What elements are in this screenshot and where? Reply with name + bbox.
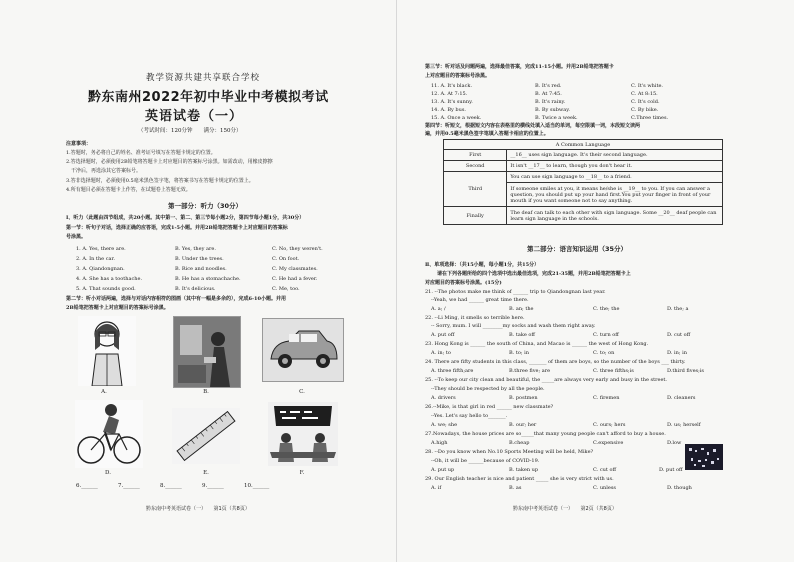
picture-label-a: A. bbox=[101, 389, 107, 395]
table-row-label: Third bbox=[444, 172, 507, 207]
question-22-stem: 22. --Li Ming, it smells so terrible here. bbox=[425, 315, 525, 321]
question-26-option-d: D. us; herself bbox=[667, 422, 701, 428]
question-11-option-a: 11. A. It's black. bbox=[431, 83, 473, 89]
question-4-option-b: B. He has a stomachache. bbox=[175, 276, 241, 282]
answer-blank-10: 10.______ bbox=[244, 483, 270, 489]
question-27-option-a: A.high bbox=[431, 440, 448, 446]
question-1-option-b: B. Yes, they are. bbox=[175, 246, 216, 252]
blank-number: 10. bbox=[244, 483, 253, 489]
question-29-stem: 29. Our English teacher is nice and patient _____ she is very strict with us. bbox=[425, 476, 614, 482]
question-2-option-b: B. Under the trees. bbox=[175, 256, 224, 262]
question-3-option-a: 3. A. Qiandongnan. bbox=[76, 266, 125, 272]
question-21-option-b: B. an; the bbox=[509, 306, 534, 312]
question-29-option-b: B. as bbox=[509, 485, 522, 491]
question-13-option-c: C. It's cold. bbox=[631, 99, 660, 105]
question-24-option-d: D.third fives;is bbox=[667, 368, 704, 374]
section1-instructions: 第一节：听句子对话，选择正确的应答语，完成1-5小题。并用2B铅笔把答题卡上对应题目的答案标 bbox=[66, 225, 288, 231]
table-row bbox=[444, 172, 723, 183]
blank-number: 7. bbox=[118, 483, 124, 489]
organizer-line: 教学资源共建共享联合学校 bbox=[146, 73, 261, 83]
table-row bbox=[444, 161, 723, 172]
question-26-option-c: C. ours; hers bbox=[593, 422, 626, 428]
table-row-content: It isn't __17__ to learn, though you don't hear it. bbox=[507, 161, 723, 172]
question-12-option-c: C. At 8:15. bbox=[631, 91, 658, 97]
question-13-option-b: B. It's rainy. bbox=[535, 99, 566, 105]
question-24-option-b: B.three five; are bbox=[509, 368, 551, 374]
table-row-label: Finally bbox=[444, 207, 507, 225]
blank-number: 8. bbox=[160, 483, 166, 489]
section4-instructions: 第四节：听短文，根据短文内容在表格里的横线处填入适当的单词，每空限填一词，本段短文读两 bbox=[425, 123, 641, 129]
picture-label-e: E. bbox=[203, 470, 209, 476]
question-24-option-c: C. three fifths;is bbox=[593, 368, 634, 374]
question-29-option-d: D. though bbox=[667, 485, 692, 491]
question-11-option-c: C. It's white. bbox=[631, 83, 663, 89]
question-23-option-c: C. to; on bbox=[593, 350, 615, 356]
question-26-stem: 26.--Mike, is that girl in red ______ new classmate? bbox=[425, 404, 554, 410]
question-25-option-d: D. cleaners bbox=[667, 395, 696, 401]
single-choice-instructions: 请在下列各题所给的四个选项中选出最佳选项，完成21-35题，并用2B铅笔把答题卡上 bbox=[437, 271, 631, 277]
table-row-content: The deaf can talk to each other with sign language. Some __20__ deaf people can learn sign language in the schools. bbox=[507, 207, 723, 225]
question-27-stem: 27.Nowadays, the house prices are so_____that many young people can't afford to buy a house. bbox=[425, 431, 666, 437]
question-27-option-b: B.cheap bbox=[509, 440, 530, 446]
question-3-option-b: B. Rice and noodles. bbox=[175, 266, 227, 272]
picture-f-classroom bbox=[268, 402, 338, 466]
section4-instructions-cont: 遍，并用0.5毫米黑色签字笔填入答题卡相应的位置上。 bbox=[425, 131, 549, 137]
notes-heading: 注意事项： bbox=[66, 141, 92, 147]
question-12-option-a: 12. A. At 7:15. bbox=[431, 91, 468, 97]
answer-blank-9: 9.______ bbox=[202, 483, 224, 489]
question-15-option-c: C.Three times. bbox=[631, 115, 669, 121]
question-28-option-b: B. taken up bbox=[509, 467, 539, 473]
table-row-content: You can use sign language to __18__ to a friend. bbox=[507, 172, 723, 183]
question-1-option-a: 1. A. Yes, there are. bbox=[76, 246, 126, 252]
question-21-option-a: A. a; / bbox=[431, 306, 446, 312]
question-28-option-a: A. put up bbox=[431, 467, 455, 473]
listening-intro: Ⅰ、听力（此题由四节组成，共20小题。其中第一、第二、第三节每小题2分，第四节每小题1分，共30分） bbox=[66, 215, 305, 221]
part2-heading: 第二部分：语言知识运用（35分） bbox=[527, 245, 628, 253]
question-22-option-b: B. take off bbox=[509, 332, 535, 338]
question-14-option-c: C. By bike. bbox=[631, 107, 659, 113]
question-13-option-a: 13. A. It's sunny. bbox=[431, 99, 473, 105]
answer-blank-8: 8.______ bbox=[160, 483, 182, 489]
question-14-option-b: B. By subway. bbox=[535, 107, 570, 113]
picture-a-girl-reading bbox=[78, 316, 136, 386]
question-21-stem: 21. --The photos make me think of ______ trip to Qiandongnan last year. bbox=[425, 289, 606, 295]
question-25-option-a: A. drivers bbox=[431, 395, 456, 401]
question-5-option-a: 5. A. That sounds good. bbox=[76, 286, 136, 292]
exam-title: 黔东南州2022年初中毕业中考模拟考试 bbox=[88, 90, 329, 105]
answer-blank-7: 7.______ bbox=[118, 483, 140, 489]
table-row bbox=[444, 207, 723, 225]
question-28-option-c: C. cut off bbox=[593, 467, 617, 473]
question-12-option-b: B. At 7:45. bbox=[535, 91, 562, 97]
table-row-label: First bbox=[444, 150, 507, 161]
common-language-table bbox=[443, 139, 723, 225]
question-29-option-a: A. if bbox=[431, 485, 442, 491]
picture-label-f: F. bbox=[299, 470, 305, 476]
question-4-option-c: C. He had a fever. bbox=[272, 276, 318, 282]
right-page bbox=[397, 0, 794, 562]
exam-subtitle: 英语试卷（一） bbox=[145, 109, 244, 124]
question-1-option-c: C. No, they weren't. bbox=[272, 246, 323, 252]
table-row bbox=[444, 150, 723, 161]
page-footer: 黔东南中考英语试卷（一） 第1页（共8页） bbox=[146, 506, 250, 512]
answer-blank-6: 6.______ bbox=[76, 483, 98, 489]
section3-instructions: 第三节：听对话及问题两遍，选择最佳答案，完成11-15小题。并用2B铅笔把答题卡 bbox=[425, 64, 614, 70]
question-4-option-a: 4. A. She has a toothache. bbox=[76, 276, 143, 282]
page-footer: 黔东南中考英语试卷（一） 第2页（共8页） bbox=[513, 506, 617, 512]
question-3-option-c: C. My classmates. bbox=[272, 266, 318, 272]
picture-label-d: D. bbox=[105, 470, 111, 476]
question-2-option-a: 2. A. In the car. bbox=[76, 256, 115, 262]
question-24-option-a: A. three fifth;are bbox=[431, 368, 474, 374]
question-28-stem-cont: --Oh, it will be ______because of COVID-19. bbox=[431, 458, 540, 464]
blank-number: 6. bbox=[76, 483, 82, 489]
question-22-stem-cont: -- Sorry, mum. I will ________my socks and wash them right away. bbox=[431, 323, 596, 329]
question-2-option-c: C. On foot. bbox=[272, 256, 300, 262]
question-23-option-d: D. in; in bbox=[667, 350, 687, 356]
blank-number: 9. bbox=[202, 483, 208, 489]
question-15-option-a: 15. A. Once a week. bbox=[431, 115, 482, 121]
question-5-option-c: C. Me, too. bbox=[272, 286, 300, 292]
question-5-option-b: B. It's delicious. bbox=[175, 286, 216, 292]
question-25-stem: 25. --To keep our city clean and beautiful, the _____are always very early and busy in the street. bbox=[425, 377, 668, 383]
single-choice-heading: Ⅱ、单项选择：（共15小题，每小题1分，共15分） bbox=[425, 262, 540, 268]
picture-label-b: B. bbox=[203, 389, 209, 395]
question-26-stem-cont: --Yes. Let's say hello to_______. bbox=[431, 413, 508, 419]
table-row-content: If someone smiles at you, it means he/she is __19__ to you. If you can answer a question, you should put up your hand first.You put your finger in front of your mouth if you want someone not to say anything. bbox=[507, 183, 723, 207]
question-28-option-d: D. put off bbox=[659, 467, 683, 473]
question-24-stem: 24. There are fifty students in this class, _______ of them are boys, so the number of the boys ___ thirty. bbox=[425, 359, 686, 365]
question-23-option-a: A. in; to bbox=[431, 350, 451, 356]
question-22-option-d: D. cut off bbox=[667, 332, 691, 338]
table-row-label: Second bbox=[444, 161, 507, 172]
picture-b-room-scene bbox=[173, 316, 241, 388]
section2-instructions-cont: 2B铅笔把答题卡上对应题目的答案标号涂黑。 bbox=[66, 305, 169, 311]
picture-e-ruler bbox=[172, 408, 240, 464]
question-26-option-a: A. we; she bbox=[431, 422, 458, 428]
section3-instructions-cont: 上对应题目的答案标号涂黑。 bbox=[425, 73, 491, 79]
note-line: 干净后，再选涂其它答案标号。 bbox=[66, 168, 142, 174]
question-28-stem: 28. --Do you know when No.10 Sports Meeting will be held, Mike? bbox=[425, 449, 594, 455]
question-27-option-d: D.low bbox=[667, 440, 682, 446]
note-line: 4.所有题目必须在答题卡上作答，在试题卷上答题无效。 bbox=[66, 187, 191, 193]
table-title: A Common Language bbox=[444, 140, 723, 150]
question-27-option-c: C.expensive bbox=[593, 440, 624, 446]
note-line: 2.答选择题时，必须使用2B铅笔将答题卡上对应题目的答案标号涂黑。如需改动，用橡皮擦擦 bbox=[66, 159, 273, 165]
question-22-option-c: C. turn off bbox=[593, 332, 619, 338]
picture-d-cyclist bbox=[75, 400, 143, 468]
question-21-stem-cont: --Yeah, we had ______ great time there. bbox=[431, 297, 529, 303]
exam-info: （考试时间：120分钟 满分：150分） bbox=[138, 128, 242, 134]
section1-instructions-cont: 号涂黑。 bbox=[66, 234, 87, 240]
qr-code-image bbox=[685, 444, 723, 470]
question-11-option-b: B. It's red. bbox=[535, 83, 562, 89]
question-21-option-c: C. the; the bbox=[593, 306, 620, 312]
part1-heading: 第一部分：听力（30分） bbox=[168, 202, 243, 210]
question-26-option-b: B. our; her bbox=[509, 422, 537, 428]
question-22-option-a: A. put off bbox=[431, 332, 455, 338]
question-21-option-d: D. the; a bbox=[667, 306, 689, 312]
single-choice-instructions-cont: 对应题目的答案标号涂黑。(15分) bbox=[425, 280, 502, 286]
picture-label-c: C. bbox=[299, 389, 305, 395]
question-25-option-c: C. firemen bbox=[593, 395, 620, 401]
section2-instructions: 第二节：听小对话两遍，选择与对话内容相符的图画（其中有一幅是多余的），完成6-10小题。并用 bbox=[66, 296, 287, 302]
question-25-option-b: B. postmen bbox=[509, 395, 538, 401]
question-14-option-a: 14. A. By bus. bbox=[431, 107, 466, 113]
question-29-option-c: C. unless bbox=[593, 485, 616, 491]
question-23-option-b: B. to; in bbox=[509, 350, 529, 356]
question-25-stem-cont: --They should be respected by all the people. bbox=[431, 386, 545, 392]
note-line: 1.答题时，务必将自己的姓名、准考证号填写在答题卡规定的位置。 bbox=[66, 150, 216, 156]
question-23-stem: 23. Hong Kong is ______ the south of China, and Macao is ______ the west of Hong Kong. bbox=[425, 341, 649, 347]
picture-c-car bbox=[262, 318, 344, 382]
table-row-content: __16__ uses sign language. It's their second language. bbox=[507, 150, 723, 161]
note-line: 3.答非选择题时，必须使用0.5毫米黑色签字笔，将答案书写在答题卡规定的位置上。 bbox=[66, 178, 254, 184]
question-15-option-b: B. Twice a week. bbox=[535, 115, 578, 121]
